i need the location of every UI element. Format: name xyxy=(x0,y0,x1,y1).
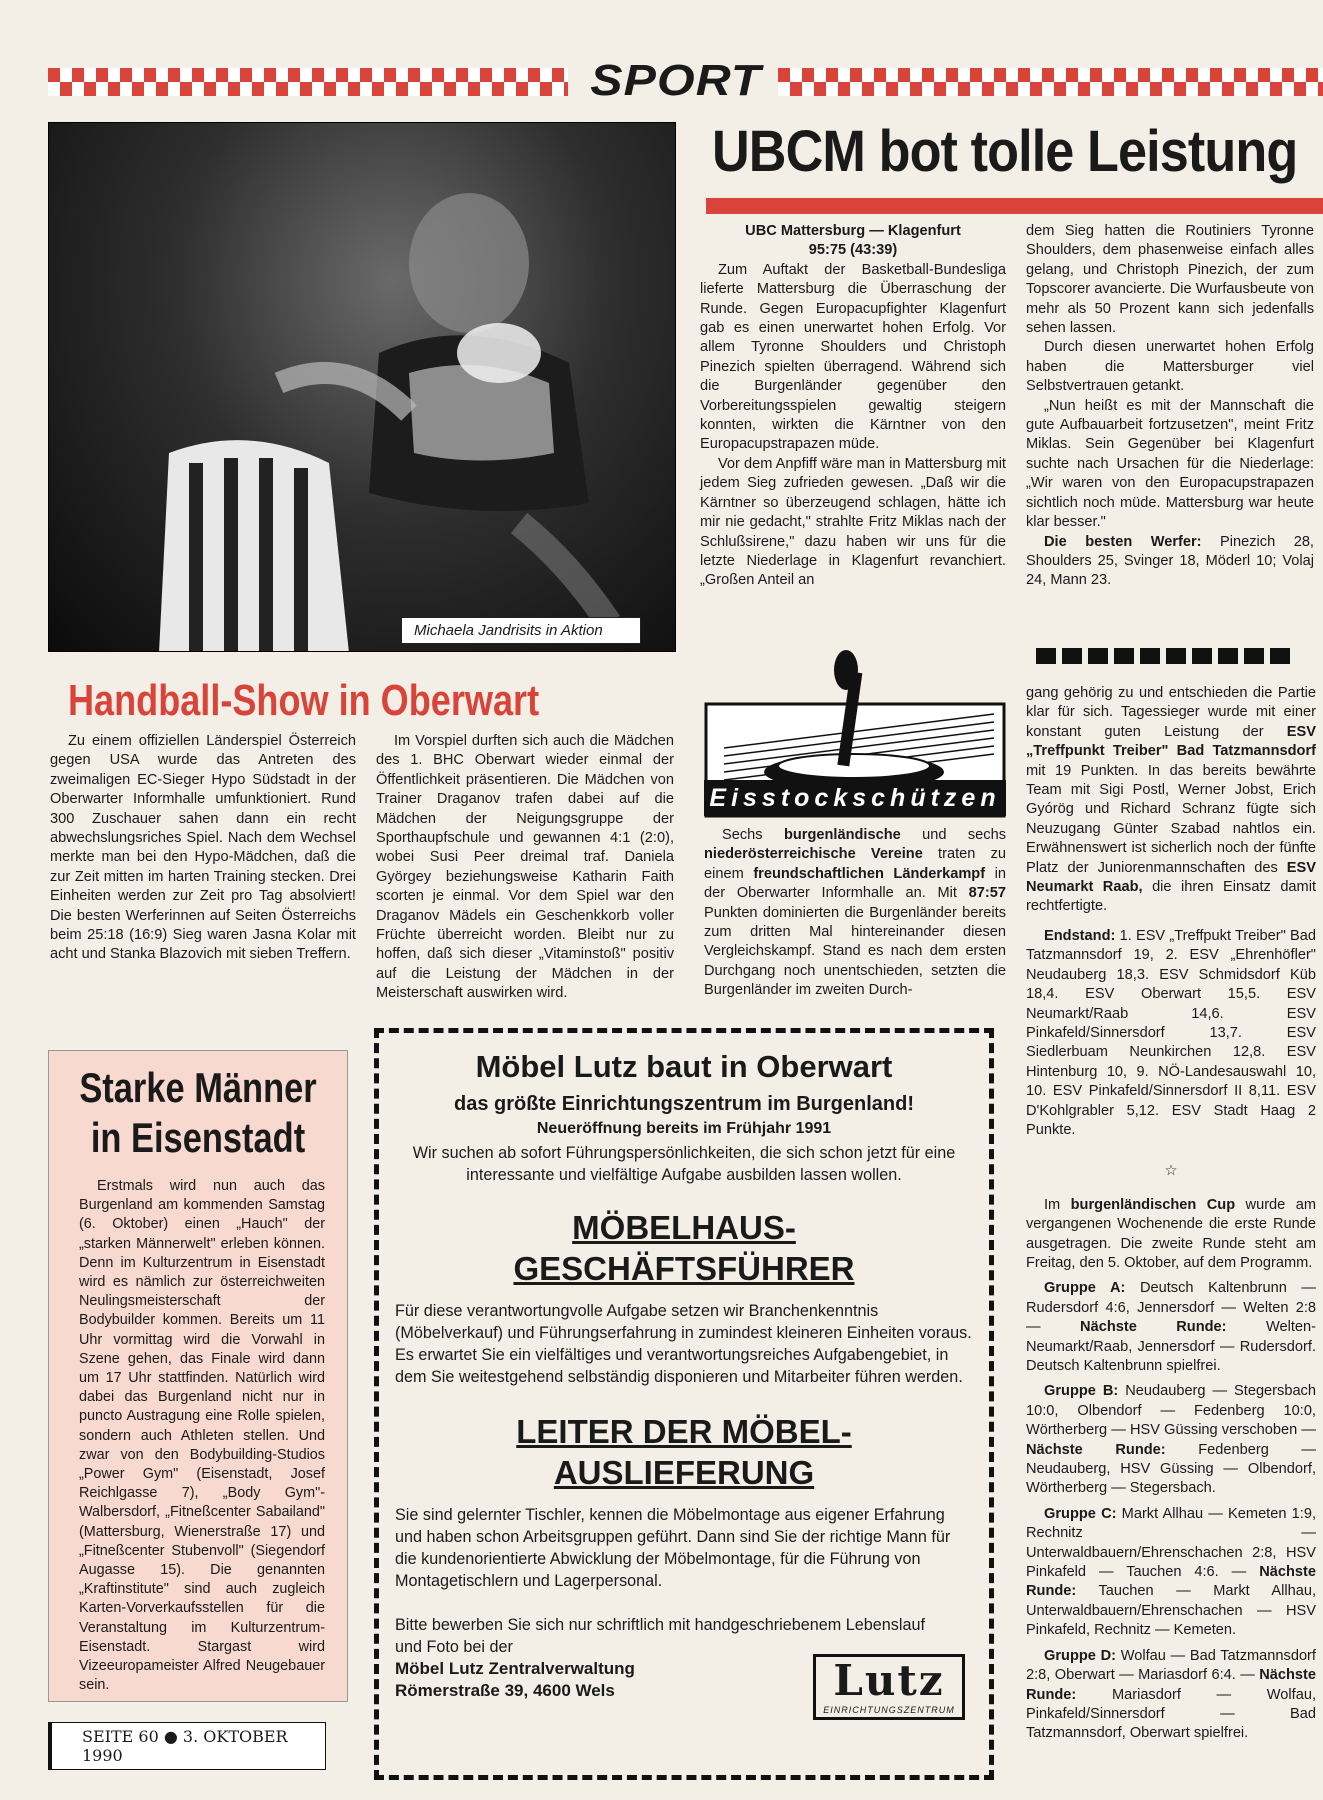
eisstock-p1-h: 87:57 xyxy=(968,885,1006,902)
starke-headline-2: in Eisenstadt xyxy=(90,1114,306,1161)
lutz-logo-text: Lutz xyxy=(833,1656,945,1705)
eisstock-endstand-label: Endstand: xyxy=(1044,927,1116,944)
page-footer: SEITE 60 ● 3. OKTOBER 1990 xyxy=(48,1722,326,1770)
ubcm-match-line2: 95:75 (43:39) xyxy=(808,242,898,259)
star-divider: ☆ xyxy=(1164,1163,1178,1180)
ubcm-red-rule xyxy=(706,198,1323,214)
ad-apply-address: Römerstraße 39, 4600 Wels xyxy=(395,1681,615,1700)
eisstock-logo-label: Eisstockschützen xyxy=(704,780,1006,816)
eisstock-group-d xyxy=(1026,1647,1316,1744)
group-d-text: Wolfau — Bad Tatzmannsdorf 2:8, Oberwart — Mariasdorf 6:4. — xyxy=(1026,1647,1316,1684)
ubcm-paragraph-5: „Nun heißt es mit der Mannschaft die gute Aufbauarbeit fortzusetzen", meint Fritz Miklas. Sein Gegenüber bei Klagenfurt suchte nach Ursachen für die Niederlage: „Wir waren von den Europacupstrapazen sichtlich noch müde. Mattersburg war heute klar besser." xyxy=(1026,397,1314,531)
group-b-next: Fedenberg — Neudauberg, HSV Güssing — Olbendorf, Wörtherberg — Stegersbach. xyxy=(1026,1441,1316,1497)
handball-column-2 xyxy=(376,732,674,1004)
ubcm-match-line1: UBC Mattersburg — Klagenfurt xyxy=(745,223,961,239)
ad-job1-text: Für diese verantwortungvolle Aufgabe setzen wir Branchenkenntnis (Möbelverkauf) und Führungserfahrung in zumindest kleineren Einheiten voraus. Es erwartet Sie ein vielfältiges und verantwortungsreiches Aufgabengebiet, in dem Sie weitestgehend selbständig disponieren und Mitarbeiter führen werden. xyxy=(395,1302,972,1386)
eisstock-p1-e: traten zu einem xyxy=(704,846,1006,882)
ubcm-column-1 xyxy=(700,222,1006,591)
eisstock-p1-c: und sechs xyxy=(922,827,1006,843)
eisstock-cup-c: wurde am vergangenen Wochenende die erste Runde ausgetragen. Die zweite Runde steht am Freitag, den 5. Oktober, auf dem Programm. xyxy=(1026,1196,1316,1271)
ad-job2-title-2: AUSLIEFERUNG xyxy=(553,1454,815,1491)
starke-paragraph-1: Erstmals wird nun auch das Burgenland am kommenden Samstag (6. Oktober) einen „Hauch" der „starken Männerwelt" erleben können. Denn im Kulturzentrum in Eisenstadt wird es nämlich zur österreichweiten Neulingsmeisterschaft der Bodybuilder kommen. Bereits um 11 Uhr vormittag wird die Vorwahl in Szene gehen, das Finale wird dann um 17 Uhr stattfinden. Natürlich wird dabei das Burgenland nicht nur in puncto Austragung eine Rolle spielen, sondern auch Athleten stellen. Und zwar von den Bodybuilding-Studios „Power Gym" (Eisenstadt, Josef Reichlgasse 7), „Body Gym"-Walbersdorf, „Fitneßcenter Sabailand" (Mattersburg, Wienerstraße 17) und „Fitneßcenter Stubenvoll" (Siegendorf Augasse 15). Die genannten „Kraftinstitute" sind auch zugleich Karten-Vorverkaufsstellen für die Veranstaltung im Kulturzentrum-Eisenstadt. Stargast wird Vizeeuropameister Alfred Neugebauer sein. xyxy=(79,1178,325,1694)
group-a-next: Welten-Neumarkt/Raab, Jennersdorf — Rudersdorf. Deutsch Kaltenbrunn spielfrei. xyxy=(1026,1319,1317,1374)
group-b-next-label: Nächste Runde: xyxy=(1026,1441,1166,1458)
header-checker-left xyxy=(48,68,568,96)
moebel-lutz-ad xyxy=(374,1028,994,1780)
handball-column-1 xyxy=(50,732,356,965)
eisstock-p1-i: Punkten dominierten die Burgenländer bereits zum dritten Mal hintereinander diesen Vergleichskampf. Stand es nach dem ersten Durchgang noch unentschieden, setzten die Burgenländer im zweiten Durch- xyxy=(704,904,1006,999)
lutz-logo xyxy=(813,1654,965,1720)
starke-maenner-box xyxy=(48,1050,348,1702)
ad-title: Möbel Lutz baut in Oberwart xyxy=(475,1049,893,1084)
group-a-text: Deutsch Kaltenbrunn — Rudersdorf 4:6, Jennersdorf — Welten 2:8 — xyxy=(1026,1280,1316,1336)
ubcm-werfer-text: Pinezich 28, Shoulders 25, Svinger 18, Möderl 10; Volaj 24, Mann 23. xyxy=(1026,533,1314,589)
group-b-text: Neudauberg — Stegersbach 10:0, Olbendorf — Fedenberg 10:0, Wörtherberg — HSV Güssing verschoben — xyxy=(1026,1383,1316,1439)
eisstock-column-1 xyxy=(704,826,1006,1001)
starke-headline-1: Starke Männer xyxy=(79,1064,317,1111)
ad-apply-company: Möbel Lutz Zentralverwaltung xyxy=(395,1659,635,1678)
group-a-next-label: Nächste Runde: xyxy=(1080,1319,1227,1336)
starke-body xyxy=(49,1163,347,1695)
eisstock-p2-a: gang gehörig zu und entschieden die Partie klar für sich. Tagessieger wurde mit einer konstant guten Leistung der xyxy=(1026,685,1316,740)
eisstock-group-a xyxy=(1026,1279,1316,1376)
eisstock-logo xyxy=(704,648,1006,820)
group-b-label: Gruppe B: xyxy=(1044,1383,1119,1400)
ad-opening: Neueröffnung bereits im Frühjahr 1991 xyxy=(536,1120,832,1137)
separator-blocks xyxy=(1036,648,1290,664)
ubcm-paragraph-3: dem Sieg hatten die Routiniers Tyronne Shoulders, dem phasenweise einfach alles gelang, und Christoph Pinezich, der zum Topscorer avancierte. Die Wurfausbeute von mehr als 50 Prozent kann sich jedenfalls sehen lassen. xyxy=(1026,223,1314,337)
group-d-next: Mariasdorf — Wolfau, Pinkafeld/Sinnersdorf — Bad Tatzmannsdorf, Oberwart spielfrei. xyxy=(1026,1686,1316,1742)
eisstock-column-2 xyxy=(1026,684,1316,1744)
ad-apply-text: Bitte bewerben Sie sich nur schriftlich mit handgeschriebenem Lebenslauf und Foto bei der xyxy=(395,1616,925,1656)
ad-job1-title-1: MÖBELHAUS- xyxy=(572,1209,796,1246)
eisstock-p1-a: Sechs xyxy=(722,827,763,843)
ad-job1-title-2: GESCHÄFTSFÜHRER xyxy=(513,1250,855,1287)
eisstock-endstand-text: 1. ESV „Treffpukt Treiber" Bad Tatzmannsdorf 19, 2. ESV „Ehrenhöfler" Neudauberg 18,3. ESV Schmidsdorf Küb 18,4. ESV Oberwart 15,5. ESV Neumarkt/Raab 14,6. ESV Pinkafeld/Sinnersdorf 13,7. ESV Siedlerbuam Neunkirchen 12,8. ESV Hintenburg 10, 9. NÖ-Landesauswahl 10, 10. ESV Pinkafeld/Sinnersdorf II 8,11. ESV D'Kohlgrabler 5,12. ESV Stadt Haag 2 Punkte. xyxy=(1026,927,1316,1138)
group-d-next-label: Nächste Runde: xyxy=(1026,1667,1316,1703)
ubcm-paragraph-2: Vor dem Anpfiff wäre man in Mattersburg mit jedem Sieg zufrieden gewesen. „Daß wir die Kärntner so überzeugend schlagen, hätte ich mir nie gedacht," strahlte Fritz Miklas nach der Schlußsirene," dazu haben wir uns für die letzte Niederlage in Klagenfurt revanchiert. „Großen Anteil an xyxy=(700,455,1006,589)
photo-caption: Michaela Jandrisits in Aktion xyxy=(401,617,641,644)
handball-paragraph-2: Im Vorspiel durften sich auch die Mädchen des 1. BHC Oberwart wieder einmal der Öffentlichkeit präsentieren. Die Mädchen von Trainer Draganov trafen dabei auf die Mädchen der Neigungsgruppe der Sporthaupfschule und gewannen 4:1 (2:0), wobei Susi Peer dreimal traf. Daniela Györgey beziehungsweise Katharin Faith scorten je einmal. Vor dem Spiel war den Draganov Mädels ein Geschenkkorb voller Früchte überreicht worden. Bleibt nur zu hoffen, daß sich dieser „Vitaminstoß" positiv auf die Leistung der Mädchen in der Meisterschaft auswirken wird. xyxy=(376,733,674,1002)
group-c-next-label: Nächste Runde: xyxy=(1026,1564,1316,1600)
eisstock-cup-a: Im xyxy=(1044,1196,1061,1213)
ubcm-column-2 xyxy=(1026,222,1314,591)
ad-job2-title-1: LEITER DER MÖBEL- xyxy=(516,1413,852,1450)
ubcm-paragraph-4: Durch diesen unerwartet hohen Erfolg haben die Mattersburger viel Selbstvertrauen getankt. xyxy=(1026,339,1314,395)
eisstock-p2-b: ESV „Treffpunkt Treiber" Bad Tatzmannsdorf xyxy=(1026,723,1316,760)
eisstock-p2-e: die ihren Einsatz damit rechtfertigte. xyxy=(1026,879,1316,915)
eisstock-group-c xyxy=(1026,1505,1316,1641)
header-checker-right xyxy=(778,68,1323,96)
lutz-logo-sub: EINRICHTUNGSZENTRUM xyxy=(823,1705,955,1715)
ad-apply xyxy=(395,1614,973,1724)
group-c-label: Gruppe C: xyxy=(1044,1505,1117,1522)
ubcm-werfer-label: Die besten Werfer: xyxy=(1044,533,1202,550)
group-d-label: Gruppe D: xyxy=(1044,1647,1116,1664)
ad-intro: Wir suchen ab sofort Führungspersönlichkeiten, die sich schon jetzt für eine interessante und vielfältige Aufgabe ausbilden lassen wollen. xyxy=(412,1144,956,1184)
eisstock-paragraph-2 xyxy=(1026,684,1316,917)
ubcm-paragraph-1: Zum Auftakt der Basketball-Bundesliga lieferte Mattersburg die Überraschung der Runde. Gegen Europacupfighter Klagenfurt gab es einen unerwartet hohen Erfolg. Vor allem Tyronne Shoulders und Christoph Pinezich spielten überragend. Während sich die Burgenländer gegenüber den Vorbereitungsspielen gewaltig steigern konnten, wirkten die Kärntner von den Europacupstrapazen müde. xyxy=(700,261,1006,453)
eisstock-p2-c: mit 19 Punkten. In das bereits bewährte Team mit Sigi Postl, Werner Jobst, Erich Gyórög und Richard Schranz fügte sich Neuzugang Günter Szabad nahtlos ein. Erwähnenswert ist sicherlich noch der fünfte Platz der Juniorenmannschaften des xyxy=(1026,762,1316,876)
ubcm-werfer xyxy=(1026,533,1314,591)
group-c-text: Markt Allhau — Kemeten 1:9, Rechnitz — Unterwaldbauern/Ehrenschachen 2:8, HSV Pinkafeld — Tauchen 4:6. — xyxy=(1026,1505,1316,1581)
eisstock-p1-g: in der Oberwarter Informhalle an. Mit xyxy=(704,865,1006,902)
eisstock-cup-b: burgenländischen Cup xyxy=(1070,1196,1236,1213)
handball-paragraph-1: Zu einem offiziellen Länderspiel Österreich gegen USA wurde das Antreten des zweimaligen EC-Sieger Hypo Südstadt in der Oberwarter Informhalle umfunktioniert. Rund 300 Zuschauer sahen dann ein recht abwechslungsriches Spiel. Nach dem Wechsel merkte man bei den Hypo-Mädchen, daß die zur Zeit mitten im harten Training stecken. Drei Einheiten werden zur Zeit pro Tag absolviert! Die besten Werferinnen auf Seiten Österreichs beim 25:18 (16:9) Sieg waren Jasna Kolar mit acht und Stanka Blazovich mit sieben Treffern. xyxy=(50,733,356,963)
eisstock-p2-d: ESV Neumarkt Raab, xyxy=(1026,859,1316,896)
eisstock-group-b xyxy=(1026,1382,1316,1498)
ubcm-headline: UBCM bot tolle Leistung xyxy=(712,119,1298,184)
section-title: SPORT xyxy=(590,56,762,105)
eisstock-p1-d: niederösterreichische Vereine xyxy=(704,846,923,863)
ad-job2-text: Sie sind gelernter Tischler, kennen die Möbelmontage aus eigener Erfahrung und haben schon Arbeitsgruppen geführt. Dann sind Sie der richtige Mann für die kundenorientierte Abwicklung der Möbelmontage, für die Führung von Montagetischlern und Lagerpersonal. xyxy=(395,1506,951,1590)
group-a-label: Gruppe A: xyxy=(1044,1280,1126,1297)
handball-photo xyxy=(48,122,676,652)
handball-photo-illustration xyxy=(49,123,676,652)
eisstock-p1-f: freundschaftlichen Länderkampf xyxy=(753,865,986,882)
group-c-next: Tauchen — Markt Allhau, Unterwaldbauern/Ehrenschachen — HSV Pinkafeld, Rechnitz — Kemeten. xyxy=(1026,1583,1316,1639)
ad-subtitle: das größte Einrichtungszentrum im Burgenland! xyxy=(453,1093,915,1115)
eisstock-paragraph-1 xyxy=(704,826,1006,1001)
handball-headline: Handball-Show in Oberwart xyxy=(68,676,540,725)
eisstock-endstand xyxy=(1026,927,1316,1140)
eisstock-cup xyxy=(1026,1196,1316,1274)
eisstock-p1-b: burgenländische xyxy=(783,827,901,843)
